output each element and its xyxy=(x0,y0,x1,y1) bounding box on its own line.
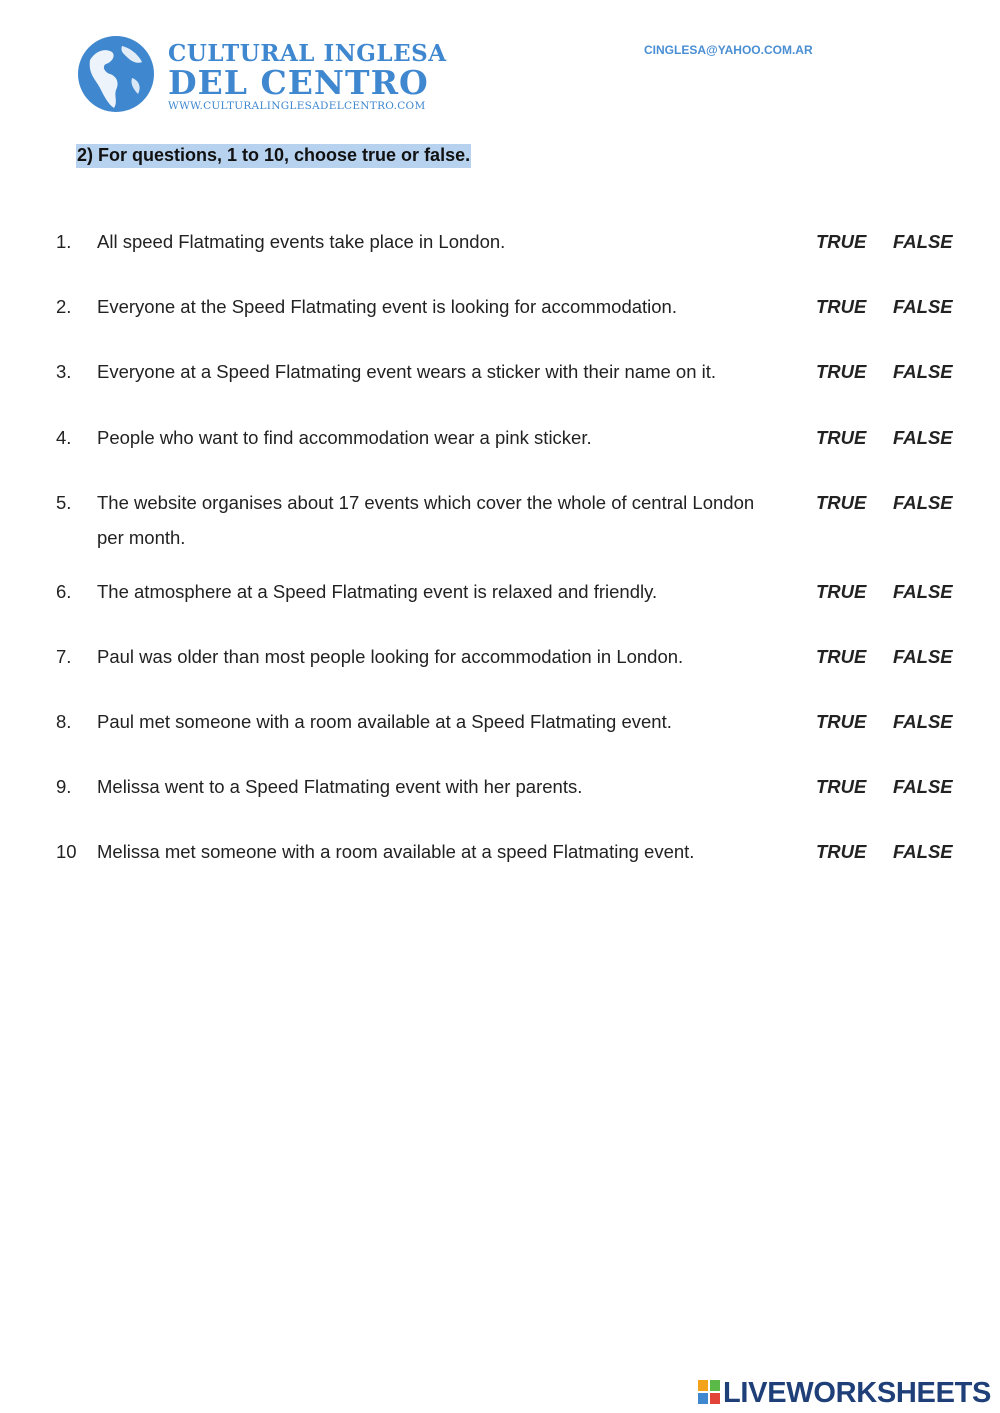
question-number: 2. xyxy=(56,296,72,317)
logo-website: WWW.CULTURALINGLESADELCENTRO.COM xyxy=(168,100,426,112)
question-number: 9. xyxy=(56,776,72,797)
question-text: Melissa met someone with a room available at a speed Flatmating event. xyxy=(97,841,695,862)
question-number: 4. xyxy=(56,427,72,448)
question-text: The atmosphere at a Speed Flatmating event is relaxed and friendly. xyxy=(97,581,658,602)
question-text: People who want to find accommodation wear a pink sticker. xyxy=(97,427,592,448)
logo-line-1: CULTURAL INGLESA xyxy=(168,40,447,67)
true-option[interactable]: TRUE xyxy=(816,841,867,862)
true-option[interactable]: TRUE xyxy=(816,711,867,732)
question-text: Paul was older than most people looking for accommodation in London. xyxy=(97,646,684,667)
question-text: Melissa went to a Speed Flatmating event with her parents. xyxy=(97,776,583,797)
liveworksheets-logo-icon xyxy=(698,1380,720,1404)
globe-logo-icon xyxy=(76,34,156,114)
false-option[interactable]: FALSE xyxy=(893,361,953,382)
question-text: Everyone at the Speed Flatmating event is looking for accommodation. xyxy=(97,296,677,317)
question-text: Everyone at a Speed Flatmating event wears a sticker with their name on it. xyxy=(97,361,717,382)
page-header xyxy=(0,0,1000,130)
contact-email: CINGLESA@YAHOO.COM.AR xyxy=(644,43,813,57)
false-option[interactable]: FALSE xyxy=(893,841,953,862)
true-option[interactable]: TRUE xyxy=(816,427,867,448)
question-number: 3. xyxy=(56,361,72,382)
question-text: The website organises about 17 events which cover the whole of central London per month. xyxy=(97,492,755,548)
question-text: All speed Flatmating events take place in London. xyxy=(97,231,506,252)
false-option[interactable]: FALSE xyxy=(893,231,953,252)
exercise-instruction: 2) For questions, 1 to 10, choose true or false. xyxy=(76,144,471,168)
true-option[interactable]: TRUE xyxy=(816,231,867,252)
false-option[interactable]: FALSE xyxy=(893,776,953,797)
logo-line-2: DEL CENTRO xyxy=(168,63,429,102)
false-option[interactable]: FALSE xyxy=(893,581,953,602)
true-option[interactable]: TRUE xyxy=(816,776,867,797)
question-number: 8. xyxy=(56,711,72,732)
false-option[interactable]: FALSE xyxy=(893,646,953,667)
true-option[interactable]: TRUE xyxy=(816,361,867,382)
true-option[interactable]: TRUE xyxy=(816,492,867,513)
true-option[interactable]: TRUE xyxy=(816,581,867,602)
false-option[interactable]: FALSE xyxy=(893,427,953,448)
question-number: 5. xyxy=(56,492,72,513)
false-option[interactable]: FALSE xyxy=(893,492,953,513)
false-option[interactable]: FALSE xyxy=(893,296,953,317)
true-option[interactable]: TRUE xyxy=(816,646,867,667)
liveworksheets-footer xyxy=(698,1376,998,1410)
question-number: 6. xyxy=(56,581,72,602)
question-number: 10 xyxy=(56,841,77,862)
true-option[interactable]: TRUE xyxy=(816,296,867,317)
question-number: 7. xyxy=(56,646,72,667)
false-option[interactable]: FALSE xyxy=(893,711,953,732)
question-number: 1. xyxy=(56,231,72,252)
logo-wordmark xyxy=(168,42,447,112)
liveworksheets-wordmark: LIVEWORKSHEETS xyxy=(723,1377,992,1409)
question-text: Paul met someone with a room available at a Speed Flatmating event. xyxy=(97,711,672,732)
